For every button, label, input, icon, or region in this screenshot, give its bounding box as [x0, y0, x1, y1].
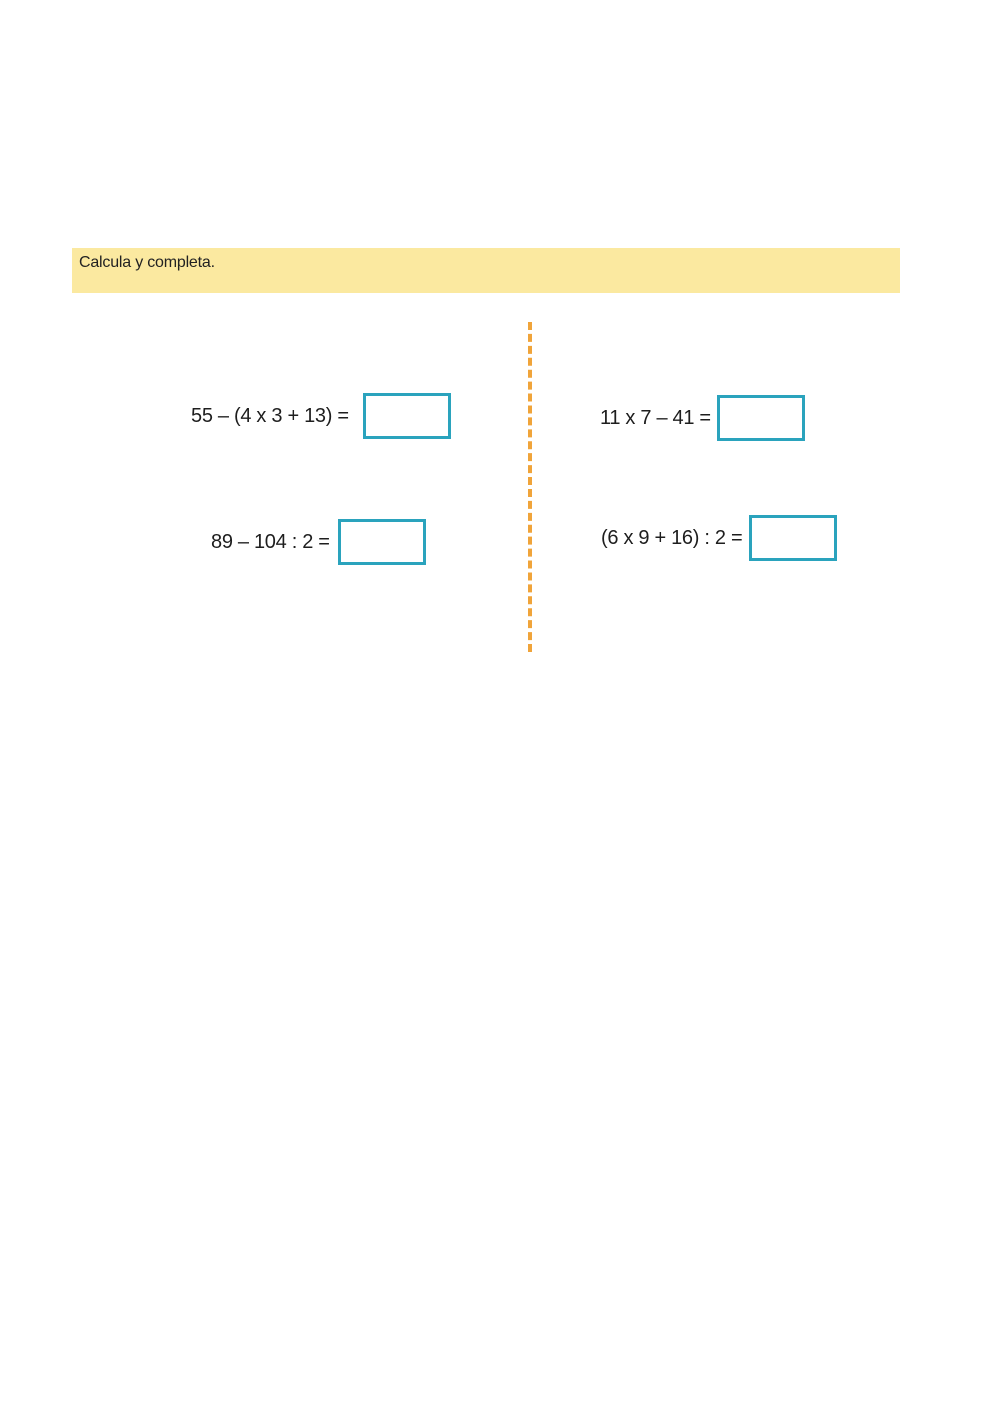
exercise-2-expression: 11 x 7 – 41 =	[600, 406, 711, 429]
instruction-banner	[72, 248, 900, 293]
instruction-text: Calcula y completa.	[79, 254, 215, 271]
exercise-4	[601, 516, 837, 560]
exercise-3-expression: 89 – 104 : 2 =	[211, 530, 330, 553]
dashed-divider	[528, 322, 532, 652]
exercise-2-answer-input[interactable]	[717, 395, 805, 441]
exercise-3-answer-input[interactable]	[338, 519, 426, 565]
exercise-2	[600, 396, 805, 440]
exercise-1-expression: 55 – (4 x 3 + 13) =	[191, 404, 349, 427]
exercise-4-expression: (6 x 9 + 16) : 2 =	[601, 526, 743, 549]
exercise-1-answer-input[interactable]	[363, 393, 451, 439]
exercise-4-answer-input[interactable]	[749, 515, 837, 561]
exercise-1	[191, 394, 451, 438]
exercise-3	[211, 520, 426, 564]
